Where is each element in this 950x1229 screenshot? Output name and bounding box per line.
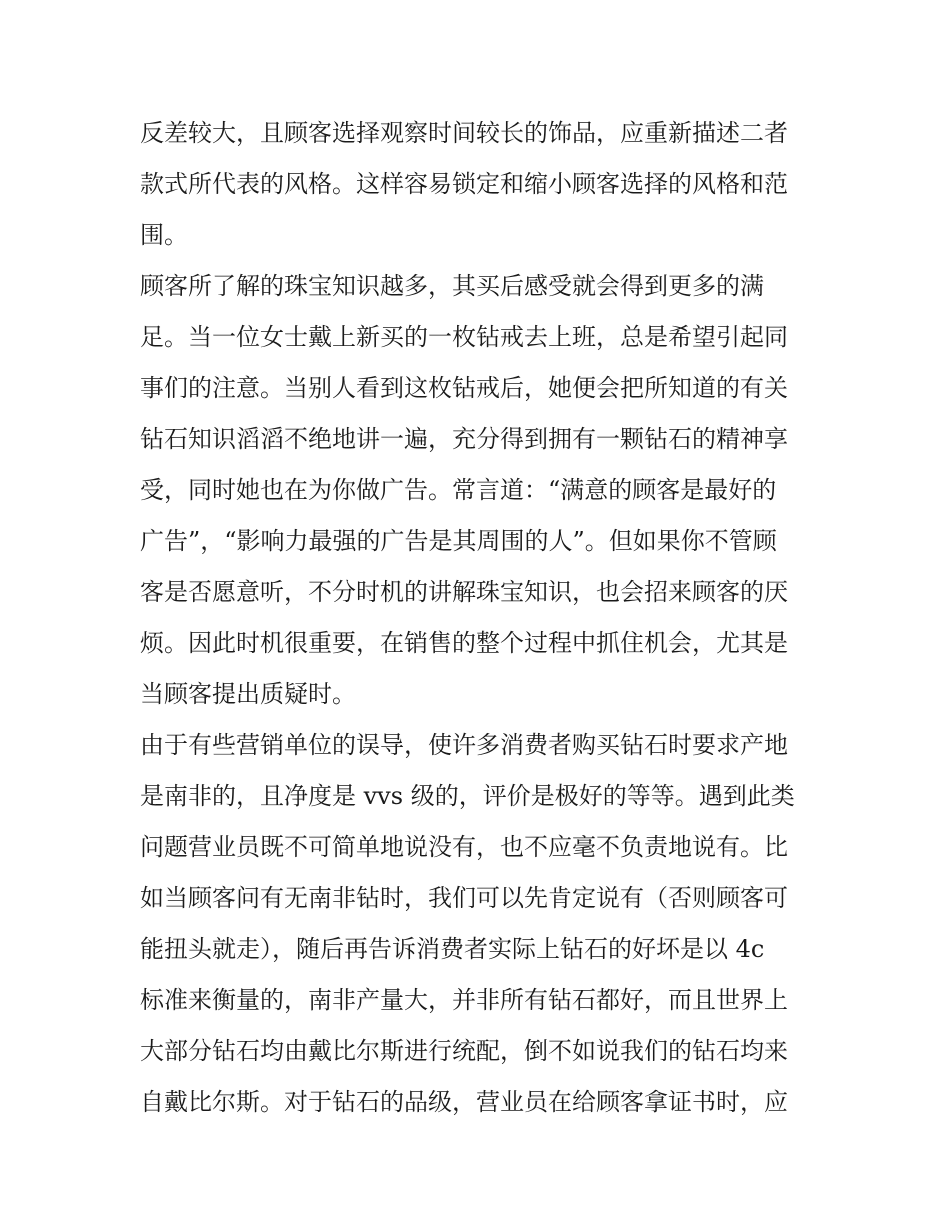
text-line: 是南非的，且净度是 vvs 级的，评价是极好的等等。遇到此类 (140, 782, 795, 810)
text-line: 事们的注意。当别人看到这枚钻戒后，她便会把所知道的有关 (140, 374, 788, 402)
text-line: 广告”，“影响力最强的广告是其周围的人”。但如果你不管顾 (140, 527, 777, 555)
text-line: 客是否愿意听，不分时机的讲解珠宝知识，也会招来顾客的厌 (140, 578, 788, 606)
text-line: 标准来衡量的，南非产量大，并非所有钻石都好，而且世界上 (140, 986, 788, 1014)
text-line: 能扭头就走），随后再告诉消费者实际上钻石的好坏是以 4c (140, 935, 765, 963)
text-line: 由于有些营销单位的误导，使许多消费者购买钻石时要求产地 (140, 731, 788, 759)
text-line: 顾客所了解的珠宝知识越多，其买后感受就会得到更多的满 (140, 272, 764, 300)
text-line: 款式所代表的风格。这样容易锁定和缩小顾客选择的风格和范 (140, 170, 788, 198)
text-line: 自戴比尔斯。对于钻石的品级，营业员在给顾客拿证书时，应 (140, 1088, 788, 1116)
text-line: 问题营业员既不可简单地说没有，也不应毫不负责地说有。比 (140, 833, 788, 861)
text-line: 钻石知识滔滔不绝地讲一遍，充分得到拥有一颗钻石的精神享 (140, 425, 788, 453)
text-line: 围。 (140, 221, 188, 249)
text-line: 大部分钻石均由戴比尔斯进行统配，倒不如说我们的钻石均来 (140, 1037, 788, 1065)
text-line: 受，同时她也在为你做广告。常言道：“满意的顾客是最好的 (140, 476, 777, 504)
text-line: 反差较大，且顾客选择观察时间较长的饰品，应重新描述二者 (140, 119, 788, 147)
text-line: 足。当一位女士戴上新买的一枚钻戒去上班，总是希望引起同 (140, 323, 788, 351)
text-line: 当顾客提出质疑时。 (140, 680, 356, 708)
document-body (140, 108, 820, 1128)
text-line: 烦。因此时机很重要，在销售的整个过程中抓住机会，尤其是 (140, 629, 788, 657)
text-line: 如当顾客问有无南非钻时，我们可以先肯定说有（否则顾客可 (140, 884, 788, 912)
